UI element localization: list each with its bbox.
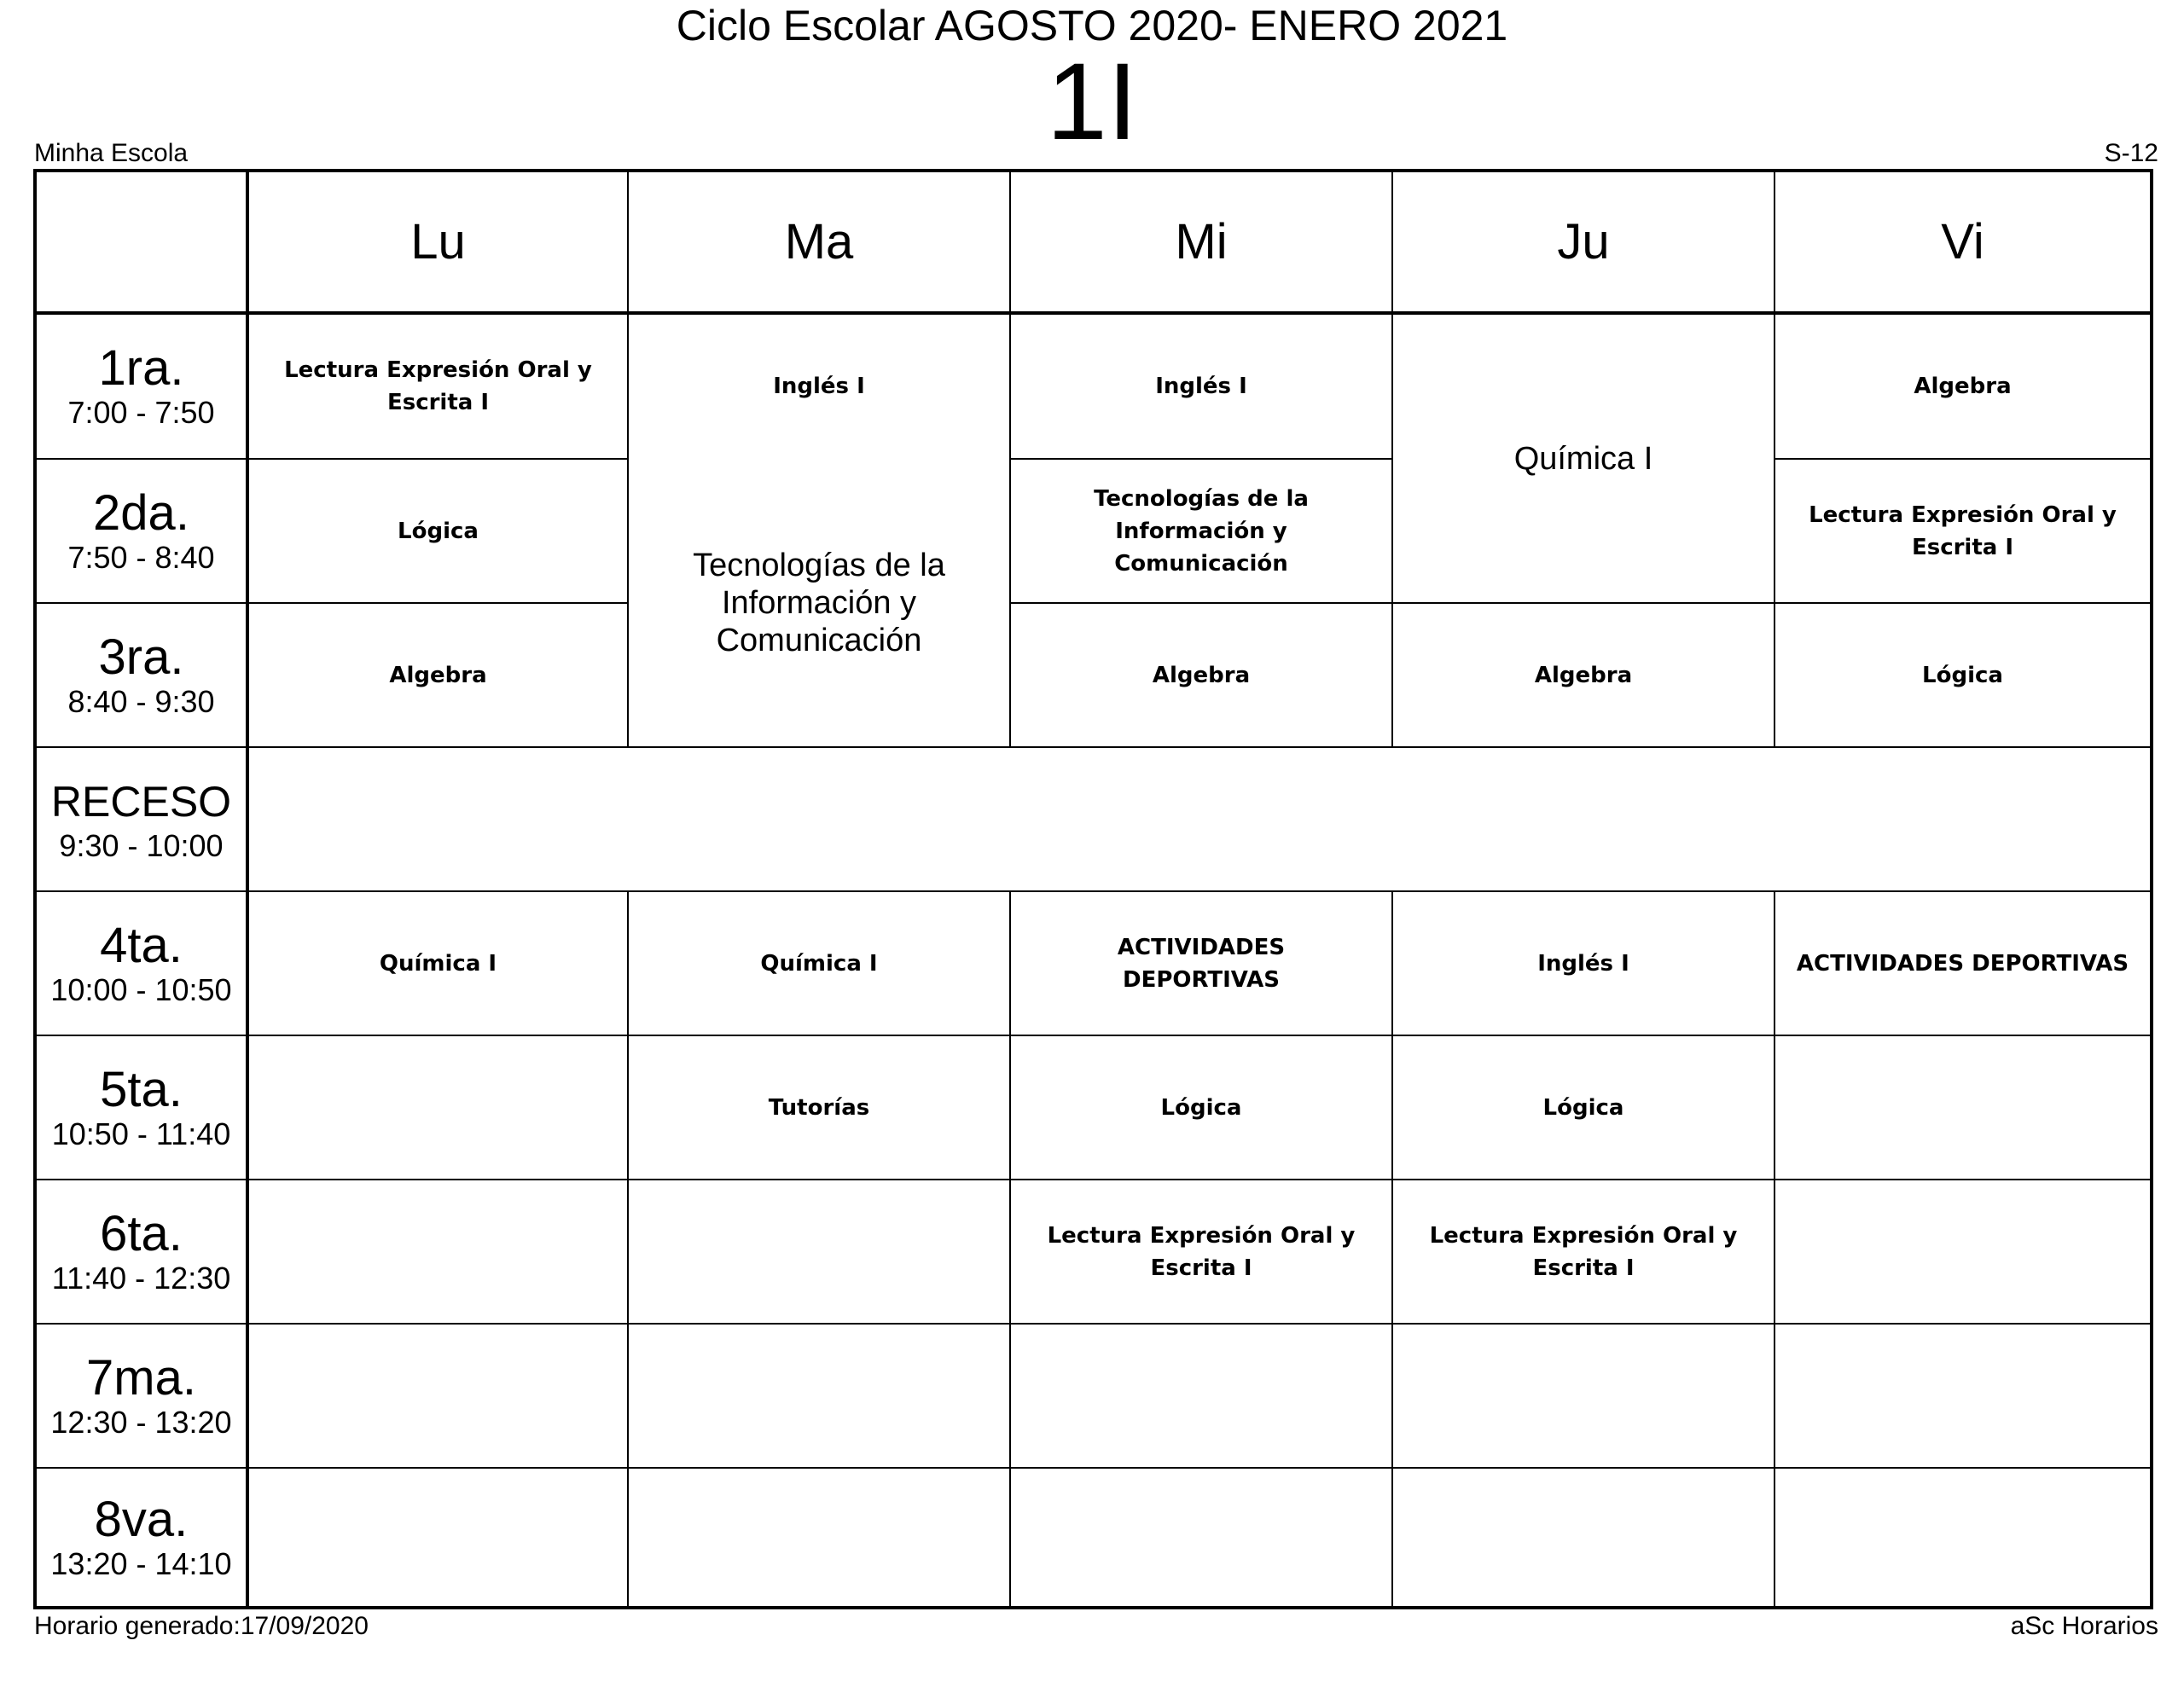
school-name: Minha Escola: [34, 139, 189, 167]
lesson-cell: Inglés I: [773, 374, 865, 399]
lesson-cell: Tutorías: [768, 1094, 870, 1121]
timetable-title: Ciclo Escolar AGOSTO 2020- ENERO 2021: [676, 2, 1508, 49]
period-label: [37, 315, 246, 458]
period-time: 9:30 - 10:00: [59, 827, 224, 863]
period-time: 11:40 - 12:30: [51, 1260, 231, 1296]
lesson-cell: Inglés I: [1537, 950, 1629, 977]
period-name: 5ta.: [100, 1061, 183, 1117]
day-header: Ma: [784, 214, 854, 270]
period-time: 8:40 - 9:30: [67, 683, 215, 719]
period-name: 2da.: [93, 484, 189, 541]
period-label: [37, 1469, 246, 1606]
lesson-cell: Algebra: [389, 662, 487, 688]
day-header: Lu: [410, 214, 466, 270]
period-time: 10:00 - 10:50: [50, 971, 232, 1007]
lesson-cell: Lógica: [398, 518, 479, 544]
lesson-cell: Química I: [1513, 440, 1653, 477]
period-name: 1ra.: [98, 340, 184, 396]
software-credit: aSc Horarios: [2010, 1612, 2158, 1640]
lesson-cell: Lectura Expresión Oral y Escrita I: [1429, 1222, 1738, 1281]
lesson-cell: Algebra: [1152, 662, 1251, 688]
lesson-cell: Tecnologías de la Información y Comunicación: [1094, 485, 1309, 577]
period-label: [37, 604, 246, 746]
period-time: 13:20 - 14:10: [50, 1545, 232, 1581]
lesson-cell: Lógica: [1922, 662, 2003, 688]
lesson-cell: Lógica: [1160, 1094, 1242, 1121]
period-name: 6ta.: [100, 1205, 183, 1261]
class-name: 1I: [1046, 41, 1138, 163]
period-name: 8va.: [94, 1491, 189, 1547]
lesson-cell: Algebra: [1534, 662, 1633, 688]
day-header: Mi: [1175, 214, 1228, 270]
lesson-cell: Química I: [760, 950, 878, 977]
generated-date: Horario generado:17/09/2020: [34, 1612, 369, 1640]
lesson-cell: Lectura Expresión Oral y Escrita I: [1809, 501, 2117, 560]
lesson-cell: Inglés I: [1155, 374, 1247, 399]
lesson-cell: Química I: [379, 950, 497, 977]
lesson-cell: ACTIVIDADES DEPORTIVAS: [1117, 934, 1286, 993]
period-label: [37, 460, 246, 602]
period-time: 10:50 - 11:40: [51, 1116, 231, 1151]
period-time: 12:30 - 13:20: [50, 1404, 232, 1440]
lesson-cell: Lógica: [1542, 1094, 1624, 1121]
day-header: Vi: [1941, 214, 1984, 270]
period-name: RECESO: [50, 777, 232, 826]
timetable-grid: [33, 169, 2153, 1609]
period-label: [37, 1036, 246, 1179]
room-code: S-12: [2104, 139, 2158, 167]
period-name: 3ra.: [98, 629, 184, 685]
period-label: [37, 748, 246, 890]
period-time: 7:00 - 7:50: [67, 395, 215, 430]
period-label: [37, 1325, 246, 1467]
lesson-cell: Lectura Expresión Oral y Escrita I: [1047, 1222, 1356, 1281]
period-time: 7:50 - 8:40: [67, 539, 215, 575]
day-header: Ju: [1557, 214, 1610, 270]
lesson-cell: Algebra: [1914, 374, 2012, 399]
lesson-cell: Lectura Expresión Oral y Escrita I: [284, 357, 592, 415]
period-label: [37, 892, 246, 1035]
period-label: [37, 1180, 246, 1323]
lesson-cell: ACTIVIDADES DEPORTIVAS: [1796, 950, 2129, 977]
lesson-cell: Tecnologías de la Información y Comunicación: [693, 548, 945, 658]
period-name: 4ta.: [100, 917, 183, 973]
period-name: 7ma.: [86, 1349, 196, 1406]
